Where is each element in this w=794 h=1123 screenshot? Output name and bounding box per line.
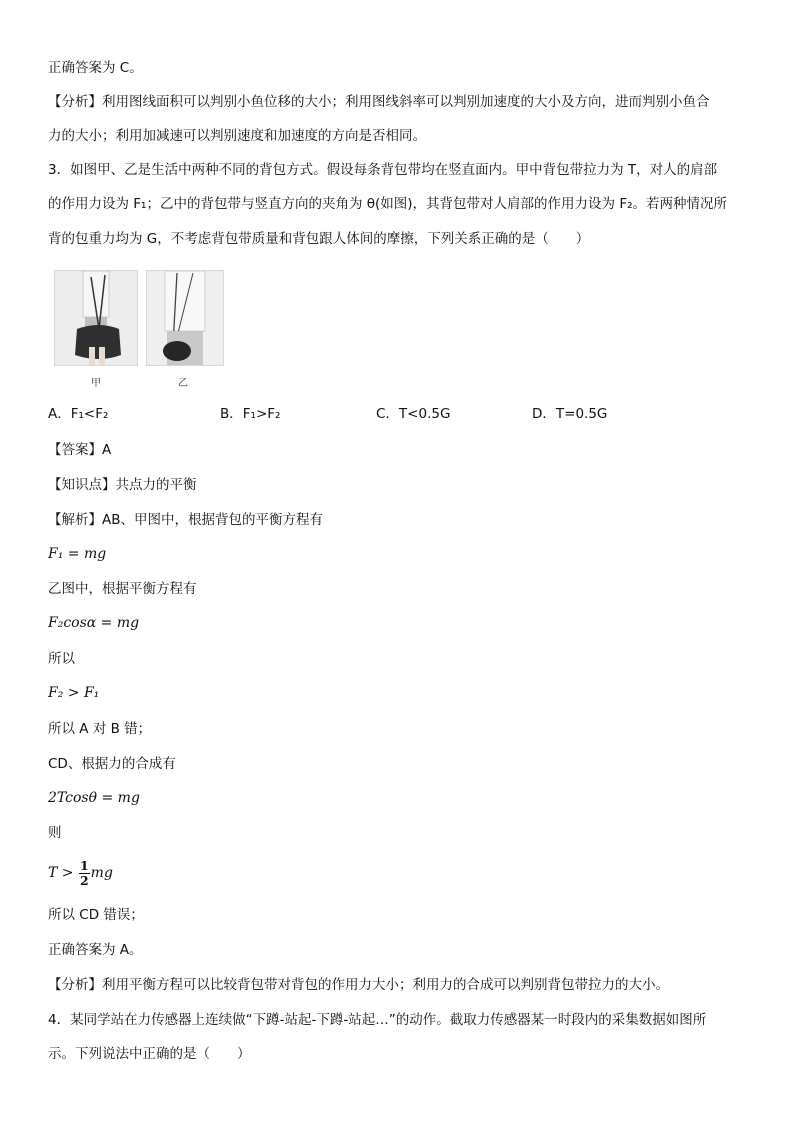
equation-2: F₂cosα = mg [48, 615, 140, 631]
equation-3: F₂ > F₁ [48, 685, 100, 701]
analysis-summary: 【分析】利用平衡方程可以比较背包带对背包的作用力大小；利用力的合成可以判别背包带拉力的大小。 [48, 977, 669, 993]
equation-1: F₁ = mg [48, 546, 107, 562]
answer-label: 【答案】A [48, 442, 112, 458]
equation-4: 2Tcosθ = mg [48, 790, 140, 806]
question-3-stem: 3．如图甲、乙是生活中两种不同的背包方式。假设每条背包带均在竖直面内。甲中背包带拉力为 T，对人的肩部 [48, 162, 718, 178]
text-line: 力的大小；利用加减速可以判别速度和加速度的方向是否相同。 [48, 128, 426, 144]
fraction-numerator: 1 [79, 857, 89, 873]
fraction-one-half [79, 859, 90, 888]
option-a: A．F₁<F₂ [48, 406, 109, 422]
equation-5-lhs: T > [48, 865, 78, 881]
text-line: CD、根据力的合成有 [48, 756, 176, 772]
question-4-stem: 4．某同学站在力传感器上连续做“下蹲-站起-下蹲-站起…”的动作。截取力传感器某一时段内的采集数据如图所 [48, 1012, 707, 1028]
text-line: 所以 [48, 651, 75, 667]
option-c: C．T<0.5G [376, 406, 451, 422]
text-line: 则 [48, 825, 62, 841]
photo-yi [146, 270, 224, 366]
text-line: 所以 CD 错误； [48, 907, 144, 923]
photo-jia [54, 270, 138, 366]
person-with-shoulder-bag-icon [55, 271, 137, 365]
option-b: B．F₁>F₂ [220, 406, 281, 422]
question-4-stem: 示。下列说法中正确的是（ ） [48, 1046, 251, 1062]
figure-caption-yi: 乙 [178, 378, 188, 389]
text-line: 【分析】利用图线面积可以判别小鱼位移的大小；利用图线斜率可以判别加速度的大小及方向，进而判别小鱼合 [48, 94, 710, 110]
text-line: 乙图中，根据平衡方程有 [48, 581, 197, 597]
figure-caption-jia: 甲 [91, 378, 101, 389]
person-with-crossbody-bag-icon [147, 271, 223, 365]
question-3-stem: 背的包重力均为 G，不考虑背包带质量和背包跟人体间的摩擦，下列关系正确的是（ ） [48, 231, 590, 247]
option-d: D．T=0.5G [532, 406, 608, 422]
analysis-intro: 【解析】AB、甲图中，根据背包的平衡方程有 [48, 512, 323, 528]
fraction-denominator: 2 [79, 872, 89, 888]
knowledge-point: 【知识点】共点力的平衡 [48, 477, 197, 493]
text-line: 所以 A 对 B 错； [48, 721, 152, 737]
text-line: 正确答案为 C。 [48, 60, 143, 76]
equation-5-rhs: mg [90, 865, 113, 881]
equation-5 [48, 858, 113, 888]
question-3-stem: 的作用力设为 F₁；乙中的背包带与竖直方向的夹角为 θ(如图)，其背包带对人肩部的作用力设为 F₂。若两种情况所 [48, 196, 728, 212]
text-line: 正确答案为 A。 [48, 942, 143, 958]
